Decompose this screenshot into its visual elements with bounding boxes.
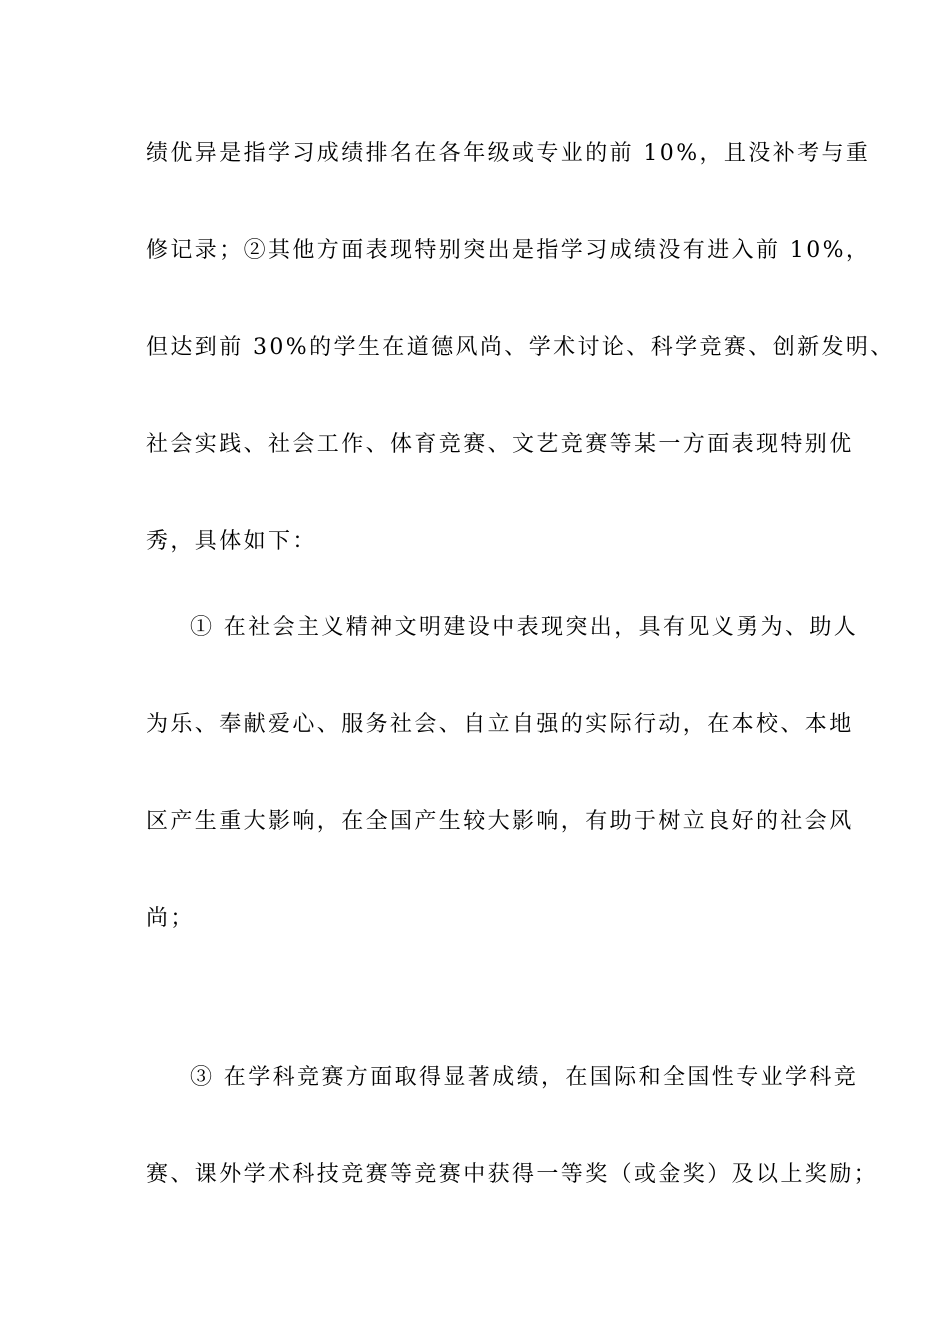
text-line-7: 为乐、奉献爱心、服务社会、自立自强的实际行动，在本校、本地 (146, 712, 854, 737)
text-line-6: ① 在社会主义精神文明建设中表现突出，具有见义勇为、助人 (190, 615, 859, 640)
text-line-4: 社会实践、社会工作、体育竞赛、文艺竞赛等某一方面表现特别优 (146, 432, 854, 457)
text-line-9: 尚； (146, 906, 195, 931)
text-line-10: ③ 在学科竞赛方面取得显著成绩，在国际和全国性专业学科竞 (190, 1065, 859, 1090)
text-line-2: 修记录；②其他方面表现特别突出是指学习成绩没有进入前 10%， (146, 238, 871, 263)
text-line-3: 但达到前 30%的学生在道德风尚、学术讨论、科学竞赛、创新发明、 (146, 335, 895, 360)
text-line-11: 赛、课外学术科技竞赛等竞赛中获得一等奖（或金奖）及以上奖励； (146, 1162, 879, 1187)
text-line-5: 秀，具体如下： (146, 529, 317, 554)
text-line-8: 区产生重大影响，在全国产生较大影响，有助于树立良好的社会风 (146, 809, 854, 834)
text-line-1: 绩优异是指学习成绩排名在各年级或专业的前 10%，且没补考与重 (146, 141, 871, 166)
